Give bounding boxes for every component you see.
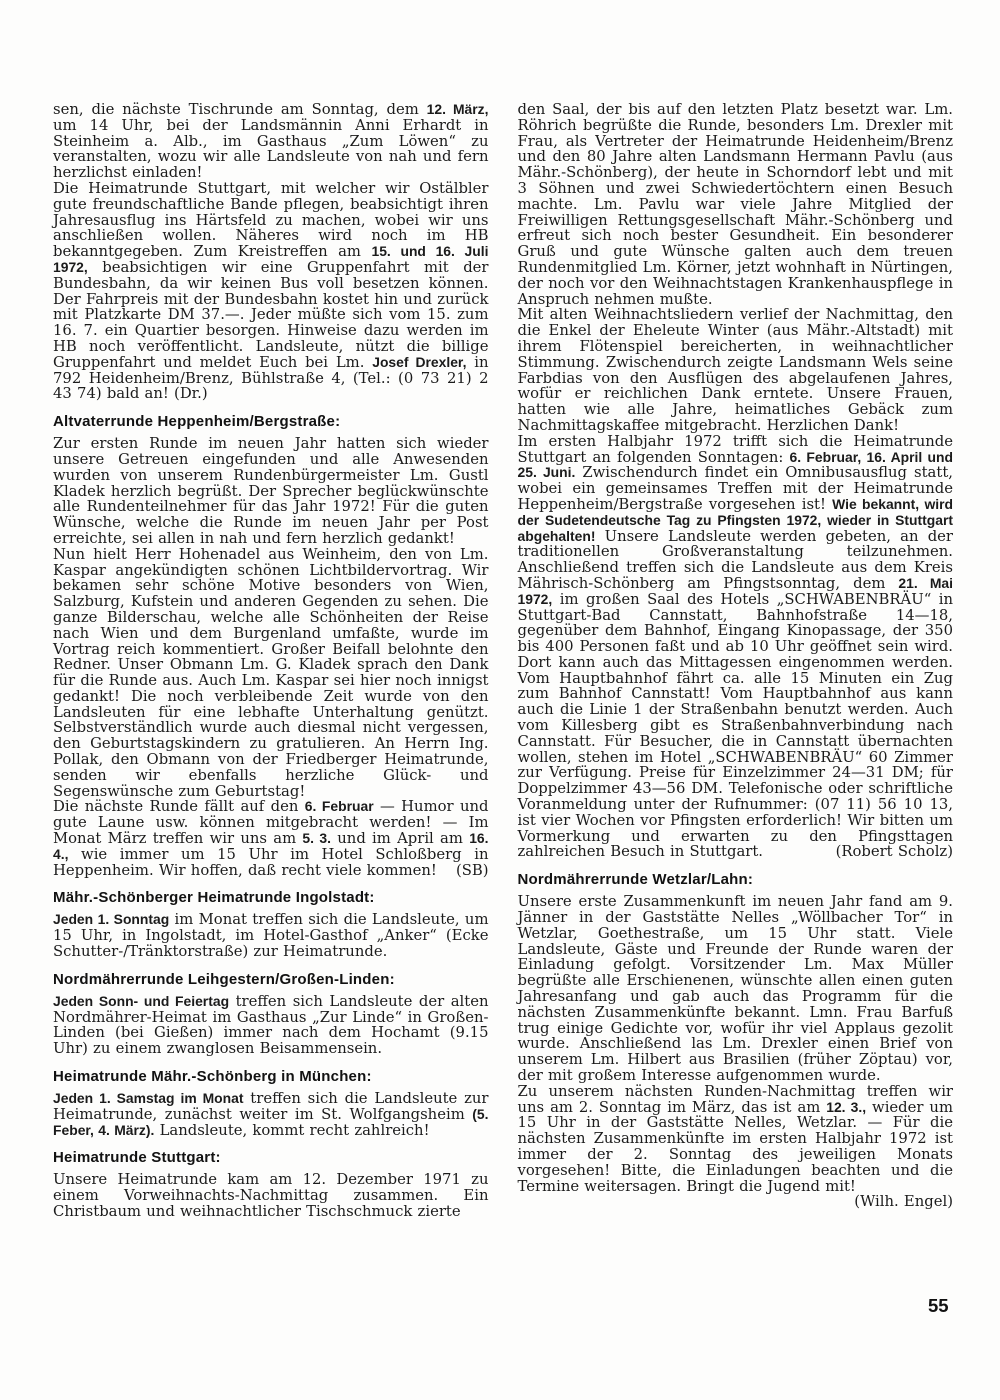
paragraph: [53, 436, 489, 547]
paragraph: [53, 912, 489, 959]
text-run: im Monat treffen sich die Landsleute, um 15 Uhr, in Ingolstadt, im Hotel-Gasthof „Anker“ (Ecke Schutter-/Tränktorstraße) zur Heimatrunde.: [53, 911, 489, 961]
right-column: [518, 102, 954, 1220]
section-heading: Nordmährerrunde Wetzlar/Lahn:: [517, 871, 754, 889]
signature: (SB): [455, 861, 489, 879]
bold-run: 5. 3.: [302, 830, 331, 847]
signature: (Robert Scholz): [835, 843, 953, 861]
text-run: im großen Saal des Hotels „SCHWABENBRÄU“ in Stuttgart-Bad Cannstatt, Bahnhofstraße 14—18, gegenüber dem Bahnhof, Eingang Kinopassage, der 350 bis 400 Personen faßt und ab 10 Uhr geöffnet sein wird. Dort kann auch das Mittagessen eingenommen werden. Vom Hauptbahnhof fährt ca. alle 15 Minuten ein Zug zum Bahnhof Cannstatt! Vom Hauptbahnhof aus kann auch die Linie 1 der Straßenbahn benutzt werden. Auch vom Killesberg gibt es Straßenbahnverbindung nach Cannstatt. Für Besucher, die in Cannstatt übernachten wollen, stehen im Hotel „SCHWABENBRÄU“ 60 Zimmer zur Verfügung. Preise für Einzelzimmer 24—31 DM; für Doppelzimmer 43—56 DM. Telefonische oder schriftliche Voranmeldung unter der Rufnummer: (07 11) 56 10 13, ist vier Wochen vor Pfingsten erforderlich! Wir bitten um Vormerkung und erwarten zu den Pfingsttagen zahlreichen Besuch in Stuttgart.: [517, 590, 953, 861]
page-number: 55: [928, 1295, 949, 1316]
text-run: den Saal, der bis auf den letzten Platz besetzt war. Lm. Röhrich begrüßte die Runde, besonders Lm. Drexler mit Frau, als Vertreter der Heimatrunde Heidenheim/Brenz und den 80 Jahre alten Landsmann Hermann Pavlu (aus Mähr.-Schönberg), der heute in Schorndorf lebt und mit 3 Söhnen und zwei Schwiedertöchtern einen Besuch machte. Lm. Pavlu war viele Jahre Mitglied der Freiwilligen Rettungsgesellschaft Mähr.-Schönberg und erfreut sich noch bester Gesundheit. Ein besonderer Gruß und gute Wünsche galten auch dem treuen Rundenmitglied Lm. Körner, jetzt wohnhaft in Nürtingen, der noch vor den Weihnachtstagen Krankenhauspflege in Anspruch nehmen mußte.: [517, 101, 953, 308]
text-run: sen, die nächste Tischrunde am Sonntag, dem: [53, 101, 427, 118]
paragraph: [53, 1172, 489, 1219]
bold-run: Jeden Sonn- und Feiertag: [53, 992, 230, 1009]
bold-run: Josef Drexler,: [372, 353, 467, 370]
section-heading: Nordmährerrunde Leihgestern/Großen-Linden:: [53, 970, 395, 988]
paragraph: [518, 434, 954, 861]
text-run: Im ersten Halbjahr 1972 trifft sich die Heimatrunde Stuttgart an folgenden Sonntagen:: [517, 432, 953, 466]
text-run: Unsere Heimatrunde kam am 12. Dezember 1971 zu einem Vorweihnachts-Nachmittag zusammen. Ein Christbaum und weihnachtlicher Tischschmuck zierte: [53, 1171, 489, 1221]
paragraph: [518, 894, 954, 1084]
text-run: um 14 Uhr, bei der Landsmännin Anni Erhardt in Steinheim a. Alb., im Gasthaus „Zum Löwen“ zu veranstalten, wozu wir alle Landsleute von nah und fern herzlichst einladen!: [53, 116, 489, 182]
section-heading: Heimatrunde Stuttgart:: [53, 1149, 221, 1167]
bold-run: 16. 4.,: [53, 830, 489, 862]
text-run: wieder um 15 Uhr in der Gaststätte Nelles, Wetzlar. — Für die nächsten Zusammenkünfte im ersten Halbjahr 1972 ist immer der 2. Sonntag des jeweiligen Monats vorgesehen! Bitte, die Einladungen beachten und die Termine weitersagen. Bringt die Jugend mit!: [517, 1098, 953, 1195]
bold-run: Jeden 1. Samstag im Monat: [53, 1090, 244, 1107]
section-heading: Altvaterrunde Heppenheim/Bergstraße:: [53, 413, 341, 431]
bold-run: 15. und 16. Juli 1972,: [53, 243, 489, 275]
section-heading: Mähr.-Schönberger Heimatrunde Ingolstadt:: [53, 889, 375, 907]
signature-line: (Wilh. Engel): [854, 1193, 953, 1211]
text-run: treffen sich Landsleute der alten Nordmährer-Heimat im Gasthaus „Zur Linde“ in Großen-Linden (bei Gießen) immer nach dem Hochamt (9.15 Uhr) zu einem zwanglosen Beisammensein.: [53, 992, 489, 1058]
text-run: Unsere Landsleute werden gebeten, an der traditionellen Großveranstaltung teilzunehmen. Anschließend treffen sich die Landsleute aus dem Kreis Mährisch-Schönberg am Pfingstsonntag, dem: [517, 527, 953, 592]
text-run: Zu unserem nächsten Runden-Nachmittag treffen wir uns am 2. Sonntag im März, das ist am: [517, 1082, 953, 1116]
paragraph: [518, 307, 954, 433]
paragraph: [53, 181, 489, 402]
left-column: [53, 102, 489, 1220]
paragraph: [53, 547, 489, 800]
text-run: — Humor und gute Laune usw. können mitgebracht werden! — Im Monat März treffen wir uns am: [53, 798, 489, 848]
text-run: Zur ersten Runde im neuen Jahr hatten sich wieder unsere Getreuen eingefunden und alle Anwesenden wurden von unserem Rundenbürgermeister Lm. Gustl Kladek herzlich begrüßt. Der Sprecher beglückwünschte alle Rundenteilnehmer für das Jahr 1972! Für die guten Wünsche, welche die Runde im neuen Jahr per Post erreichte, sei allen in nah und fern herzlich gedankt!: [53, 435, 489, 547]
text-run: Zwischendurch findet ein Omnibusausflug statt, wobei ein gemeinsames Treffen mit der Heimatrunde Heppenheim/Bergstraße vorgesehen ist!: [517, 464, 953, 513]
paragraph: [53, 994, 489, 1057]
section-heading: Heimatrunde Mähr.-Schönberg in München:: [53, 1068, 372, 1086]
text-run: Mit alten Weihnachtsliedern verlief der Nachmittag, den die Enkel der Eheleute Winter (aus Mähr.-Altstadt) mit ihrem Flötenspiel bereicherten, in weihnachtlicher Stimmung. Zwischendurch zeigte Landsmann Wels seine Farbdias von den Ausflügen des abgelaufenen Jahres, wofür er reichlichen Dank erntete. Unsere Frauen, hatten wie alle Jahre, heimatliches Gebäck zum Nachmittagskaffee mitgebracht. Herzlichen Dank!: [517, 306, 953, 434]
text-run: Nun hielt Herr Hohenadel aus Weinheim, den von Lm. Kaspar angekündigten schönen Lichtbildervortrag. Wir bekamen sehr schöne Motive besonders von Wien, Salzburg, Kufstein und anderen Gegenden zu sehen. Die ganze Bilderschau, welche alle Schönheiten der Reise nach Wien und dem Burgenland umfaßte, wurde im Vortrag reich kommentiert. Großer Beifall belohnte den Redner. Unser Obmann Lm. G. Kladek sprach den Dank für die Runde aus. Auch Lm. Kaspar sei hier noch innigst gedankt! Die noch verbleibende Zeit wurde von den Landsleuten für eine lebhafte Unterhaltung genützt. Selbstverständlich wurde auch diesmal nicht vergessen, den Geburtstagskindern zu gratulieren. An Herrn Ing. Pollak, den Obmann von der Friedberger Heimatrunde, senden wir ebenfalls herzliche Glück- und Segenswünsche zum Geburtstag!: [53, 545, 489, 800]
bold-run: Jeden 1. Sonntag: [53, 911, 170, 928]
paragraph: [53, 799, 489, 878]
bold-run: (5. Feber, 4. März).: [53, 1105, 489, 1138]
bold-run: 12. März,: [426, 101, 489, 117]
text-run: Unsere erste Zusammenkunft im neuen Jahr fand am 9. Jänner in der Gaststätte Nelles „Wöllbacher Tor“ in Wetzlar, Goethestraße, um 15 Uhr statt. Viele Landsleute, Gäste und Freunde der Runde waren der Einladung gefolgt. Vorsitzender Lm. Max Müller begrüßte alle Erschienenen, wünschte allen einen guten Jahresanfang und gab auch das Programm für die nächsten Zusammenkünfte bekannt. Lmn. Frau Barfuß trug einige Gedichte vor, wofür ihr viel Applaus gezolit wurde. Anschließend las Lm. Drexler einen Brief von unserem Lm. Hilbert aus Brasilien (früher Zöptau) vor, der mit großem Interesse aufgenommen wurde.: [517, 893, 953, 1085]
bold-run: 21. Mai 1972,: [517, 574, 953, 607]
text-columns: [53, 102, 953, 1220]
paragraph: [53, 1091, 489, 1138]
text-run: wie immer um 15 Uhr im Hotel Schloßberg in Heppenheim. Wir hoffen, daß recht viele kommen!: [53, 845, 489, 879]
bold-run: 12. 3.,: [826, 1098, 867, 1115]
text-run: Die nächste Runde fällt auf den: [53, 798, 305, 816]
bold-run: 6. Februar: [304, 798, 374, 815]
text-run: Die Heimatrunde Stuttgart, mit welcher wir Ostälbler gute freundschaftliche Bande pflegen, beabsichtigt ihren Jahresausflug ins Härtsfeld zu machen, wobei wir uns anschließen wollen. Näheres wird noch im HB bekanntgegeben. Zum Kreistreffen am: [53, 179, 489, 261]
paragraph: [518, 102, 954, 307]
text-run: und im April am: [330, 830, 470, 848]
paragraph: [53, 102, 489, 181]
text-run: beabsichtigen wir eine Gruppenfahrt mit der Bundesbahn, da wir keinen Bus voll besetzen können. Der Fahrpreis mit der Bundesbahn kostet hin und zurück mit Platzkarte DM 37.—. Jeder müßte sich vom 15. zum 16. 7. ein Quartier besorgen. Hinweise dazu werden im HB noch veröffentlicht. Landsleute, nützt die billige Gruppenfahrt und meldet Euch bei Lm.: [53, 258, 489, 371]
paragraph: [518, 1084, 954, 1195]
text-run: treffen sich die Landsleute zur Heimatrunde, zunächst weiter im St. Wolfgangsheim: [53, 1090, 489, 1123]
bold-run: Wie bekannt, wird der Sudetendeutsche Tag zu Pfingsten 1972, wieder in Stuttgart abgehalten!: [517, 495, 953, 544]
text-run: Landsleute, kommt recht zahlreich!: [154, 1121, 430, 1139]
bold-run: 6. Februar, 16. April und 25. Juni.: [517, 448, 953, 481]
text-run: in 792 Heidenheim/Brenz, Bühlstraße 4, (Tel.: (0 73 21) 2 43 74) bald an! (Dr.): [53, 353, 489, 403]
